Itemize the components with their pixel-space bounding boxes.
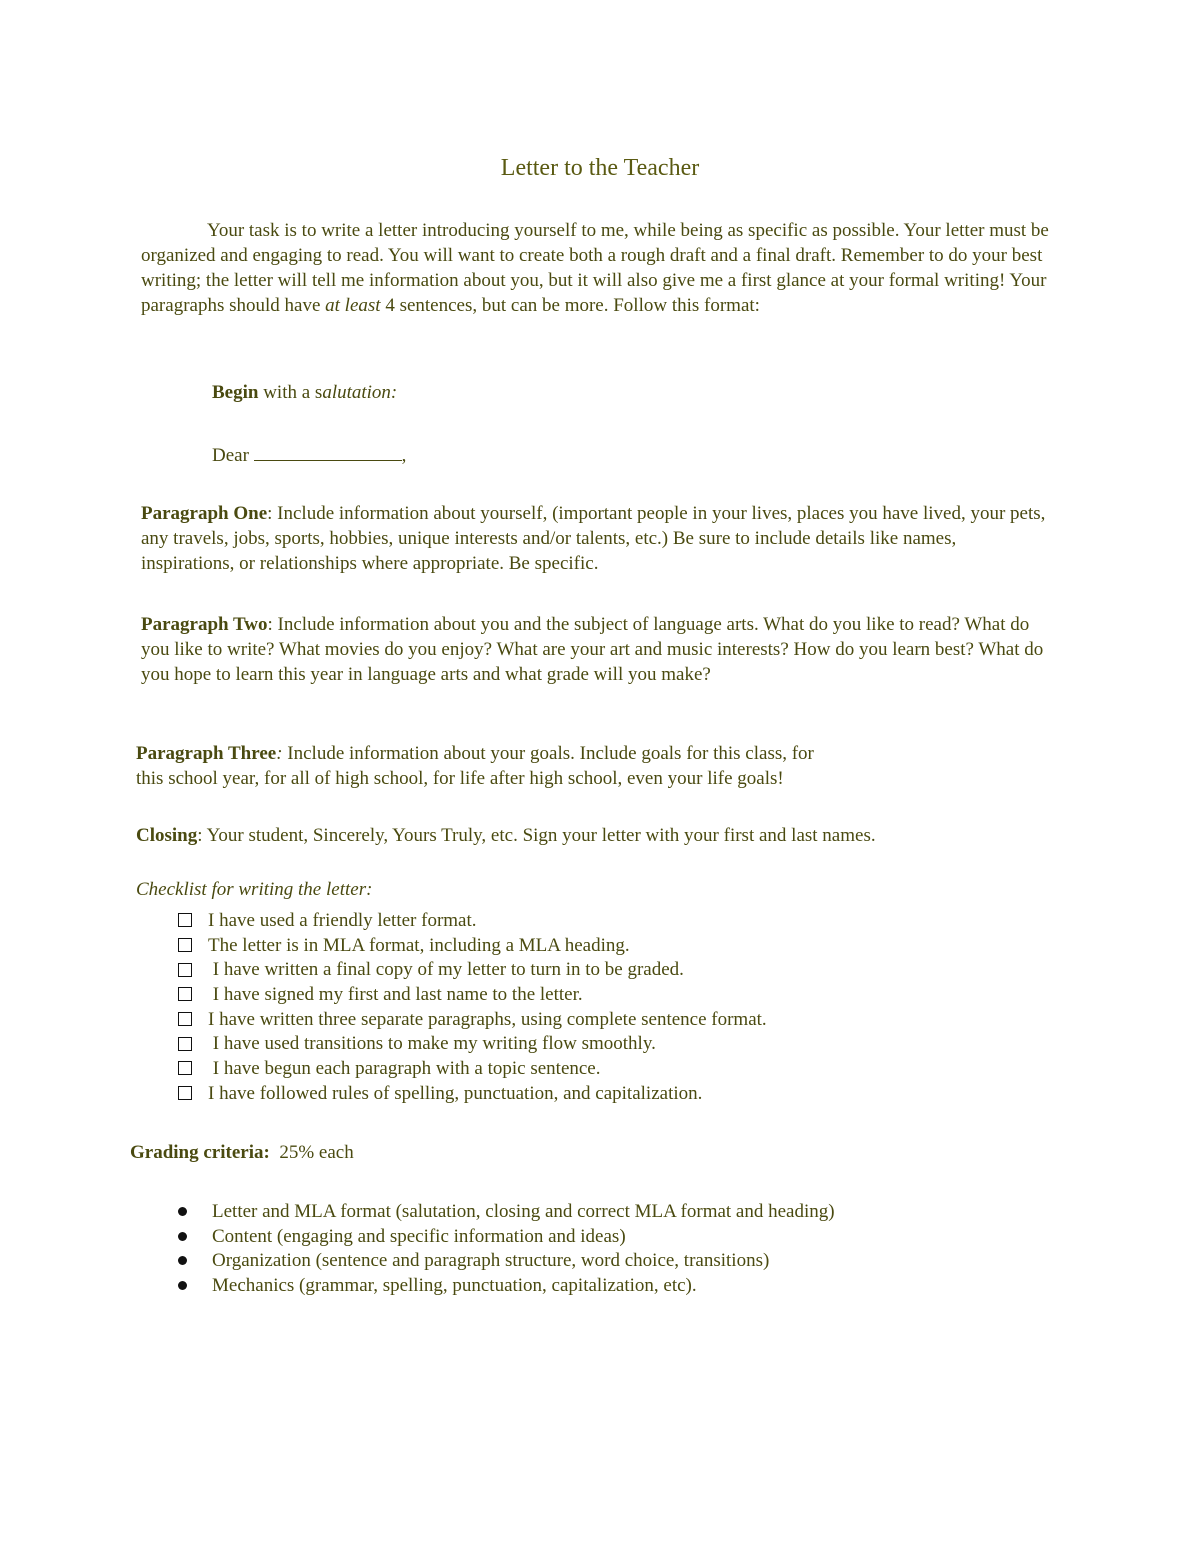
salutation-text: with a s bbox=[258, 382, 323, 403]
paragraph-one-text: : Include information about yourself, (important people in your lives, places you have lived, your pets, any travels, jobs, sports, hobbies, unique interests and/or talents, etc.) Be sure to include details like names, inspirations, or relationships where appropriate. Be specific. bbox=[141, 503, 1046, 574]
criteria-item-text: Letter and MLA format (salutation, closing and correct MLA format and heading) bbox=[212, 1200, 835, 1222]
checkbox-icon bbox=[178, 1086, 192, 1100]
checklist-item bbox=[178, 933, 767, 958]
paragraph-one-label: Paragraph One bbox=[141, 503, 268, 524]
criteria-list bbox=[178, 1199, 835, 1298]
dear-text: Dear bbox=[212, 445, 254, 466]
salutation-italic: alutation: bbox=[322, 382, 398, 403]
paragraph-three-line-2: this school year, for all of high school, for life after high school, even your life goals! bbox=[136, 768, 784, 789]
closing-instruction bbox=[136, 823, 1056, 848]
bullet-icon bbox=[178, 1232, 187, 1241]
checklist-item bbox=[178, 957, 767, 982]
checklist-item-text: The letter is in MLA format, including a MLA heading. bbox=[208, 934, 630, 956]
intro-text-start: Your task is to write a letter introducing yourself to me, while being as specific as possible. Your letter must be organized and engaging to read. You will want to create both a rough draft and a final draft. Remember to do your best writing; the letter will tell me information about you, but it will also give me a first glance at your formal writing! Your paragraphs should have bbox=[141, 220, 1049, 316]
checklist-item-text: I have used a friendly letter format. bbox=[208, 909, 477, 931]
checklist-heading: Checklist for writing the letter: bbox=[136, 879, 373, 900]
paragraph-two-label: Paragraph Two bbox=[141, 614, 268, 635]
criteria-item bbox=[178, 1199, 835, 1224]
paragraph-three-instruction bbox=[136, 741, 1036, 791]
checklist-item-text: I have written three separate paragraphs, using complete sentence format. bbox=[208, 1008, 767, 1030]
grading-text: 25% each bbox=[269, 1142, 354, 1163]
checklist-item bbox=[178, 1031, 767, 1056]
criteria-item bbox=[178, 1248, 835, 1273]
criteria-item bbox=[178, 1224, 835, 1249]
intro-paragraph bbox=[141, 218, 1061, 318]
checklist bbox=[178, 908, 767, 1106]
page-title: Letter to the Teacher bbox=[500, 155, 700, 181]
checklist-item bbox=[178, 1081, 767, 1106]
intro-emphasis: at least bbox=[325, 295, 381, 316]
checklist-item-text: I have used transitions to make my writing flow smoothly. bbox=[208, 1033, 656, 1055]
intro-text-end: 4 sentences, but can be more. Follow this format: bbox=[380, 295, 760, 316]
checkbox-icon bbox=[178, 987, 192, 1001]
paragraph-two-text: : Include information about you and the subject of language arts. What do you like to read? What do you like to write? What movies do you enjoy? What are your art and music interests? How do you learn best? What do you hope to learn this year in language arts and what grade will you make? bbox=[141, 614, 1044, 685]
dear-line bbox=[212, 442, 406, 468]
checklist-item-text: I have signed my first and last name to the letter. bbox=[208, 983, 583, 1005]
checkbox-icon bbox=[178, 963, 192, 977]
checklist-item bbox=[178, 908, 767, 933]
salutation-label: Begin bbox=[212, 382, 259, 403]
dear-comma: , bbox=[401, 445, 407, 466]
checklist-item bbox=[178, 982, 767, 1007]
checkbox-icon bbox=[178, 1037, 192, 1051]
checklist-item bbox=[178, 1056, 767, 1081]
bullet-icon bbox=[178, 1207, 187, 1216]
criteria-item bbox=[178, 1273, 835, 1298]
checklist-item-text: I have followed rules of spelling, punctuation, and capitalization. bbox=[208, 1082, 703, 1104]
criteria-item-text: Content (engaging and specific information and ideas) bbox=[212, 1225, 626, 1247]
closing-label: Closing bbox=[136, 825, 198, 846]
checkbox-icon bbox=[178, 1012, 192, 1026]
paragraph-three-label: Paragraph Three bbox=[136, 743, 277, 764]
salutation-instruction bbox=[212, 380, 397, 405]
criteria-item-text: Mechanics (grammar, spelling, punctuation, capitalization, etc). bbox=[212, 1274, 697, 1296]
bullet-icon bbox=[178, 1281, 187, 1290]
paragraph-two-instruction bbox=[141, 612, 1051, 687]
checkbox-icon bbox=[178, 913, 192, 927]
criteria-item-text: Organization (sentence and paragraph structure, word choice, transitions) bbox=[212, 1250, 770, 1272]
checklist-item bbox=[178, 1007, 767, 1032]
closing-text: : Your student, Sincerely, Yours Truly, etc. Sign your letter with your first and last names. bbox=[197, 825, 876, 846]
checklist-item-text: I have begun each paragraph with a topic sentence. bbox=[208, 1057, 601, 1079]
checklist-item-text: I have written a final copy of my letter to turn in to be graded. bbox=[208, 959, 684, 981]
grading-criteria bbox=[130, 1140, 354, 1165]
grading-label: Grading criteria: bbox=[130, 1142, 270, 1163]
paragraph-three-colon: : bbox=[276, 743, 283, 764]
checkbox-icon bbox=[178, 1061, 192, 1075]
paragraph-one-instruction bbox=[141, 501, 1051, 576]
bullet-icon bbox=[178, 1256, 187, 1265]
name-blank bbox=[254, 442, 402, 461]
checkbox-icon bbox=[178, 938, 192, 952]
paragraph-three-line-1: Include information about your goals. Include goals for this class, for bbox=[282, 743, 814, 764]
